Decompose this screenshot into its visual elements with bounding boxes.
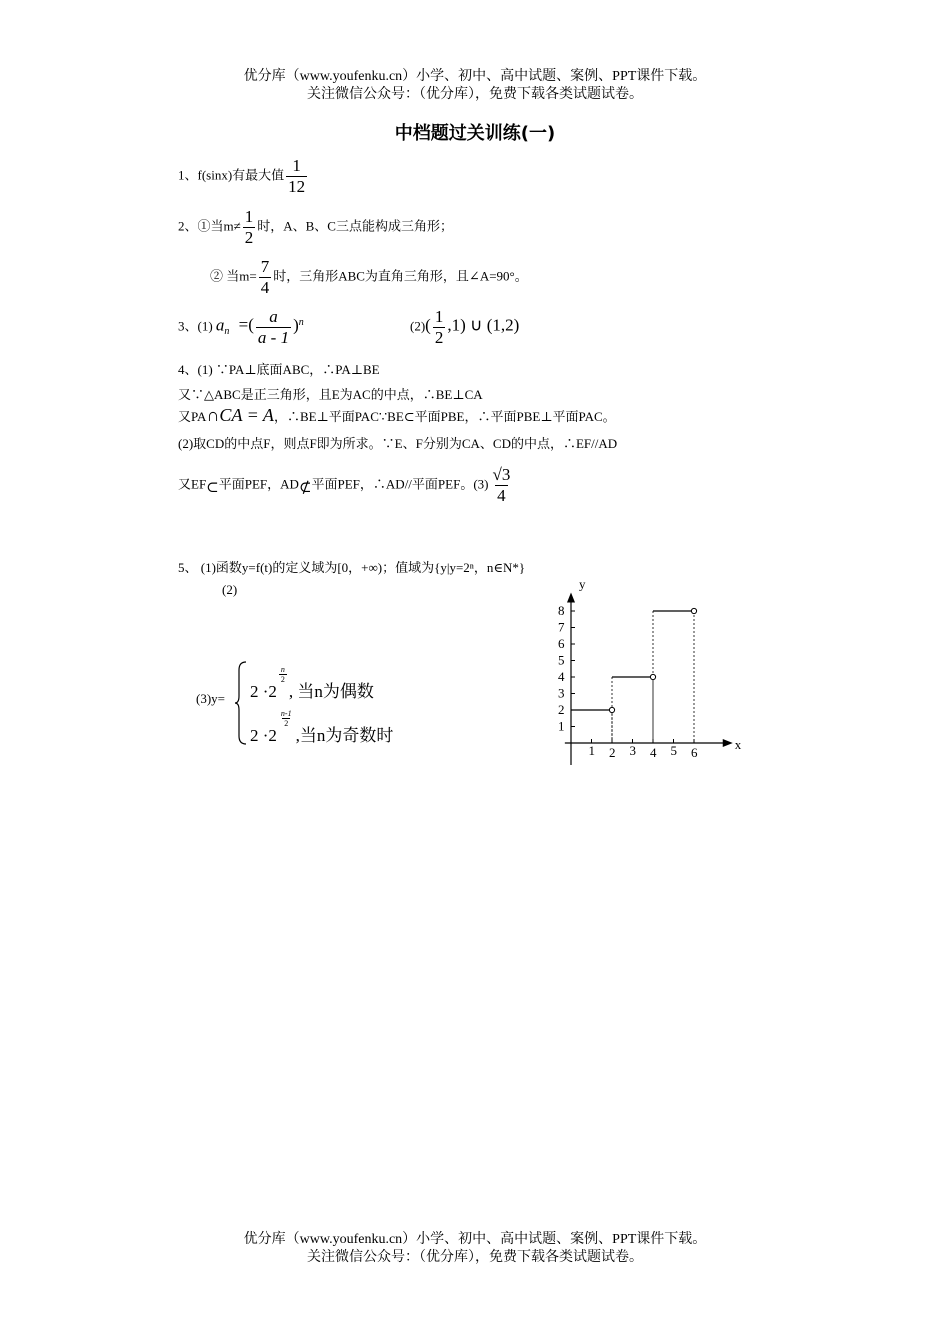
q3-an-sub: n — [224, 326, 230, 338]
q3-close: ) — [293, 315, 299, 335]
q4-l3-pre: 又PA — [178, 409, 207, 424]
q3-an: a — [215, 315, 225, 335]
case2-exponent — [279, 709, 294, 728]
q1-den: 12 — [288, 177, 306, 196]
case2-text: ,当n为奇数时 — [295, 726, 394, 745]
q1-text: 1、f(sinx)有最大值 — [178, 167, 285, 183]
case2-base: 2 ·2 — [250, 726, 277, 745]
question-3-part2 — [410, 307, 519, 348]
q2a-num: 1 — [244, 207, 254, 226]
x-tick-label: 1 — [588, 743, 595, 758]
q4-l5-den: 4 — [497, 486, 506, 505]
y-tick-label: 5 — [558, 652, 565, 668]
open-point — [650, 674, 655, 679]
q2a-post: 时，A、B、C三点能构成三角形； — [257, 218, 453, 234]
q3-part2-label: (2) — [410, 318, 426, 334]
q4-l5-num: √3 — [492, 465, 511, 484]
y-tick-label: 6 — [558, 636, 565, 651]
question-2b — [210, 257, 528, 298]
open-point — [691, 608, 696, 613]
piecewise-case-2 — [250, 709, 394, 746]
question-5-line-2: (2) — [222, 582, 238, 597]
piecewise-case-1 — [250, 665, 374, 702]
y-tick-label: 3 — [558, 685, 565, 701]
q3-pow: n — [298, 317, 304, 329]
q2a-den: 2 — [244, 228, 254, 247]
question-5-piecewise-label: (3)y= — [196, 691, 225, 706]
q1-fraction — [286, 156, 307, 197]
q2a-pre: 2、①当m≠ — [178, 218, 241, 234]
case1-base: 2 ·2 — [250, 682, 277, 701]
q4-l5-c: 平面PEF，∴AD//平面PEF。(3) — [311, 476, 489, 492]
q3-open2: ( — [425, 315, 431, 335]
q3-f-den: a - 1 — [257, 328, 290, 347]
x-tick-label: 3 — [629, 743, 636, 758]
x-tick-label: 2 — [609, 745, 616, 760]
q3-f2-num: 1 — [434, 307, 444, 326]
header-line-2: 关注微信公众号：（优分库），免费下载各类试题试卷。 — [307, 87, 643, 102]
q2b-fraction — [259, 257, 272, 298]
q2b-pre: ② 当m= — [210, 268, 257, 284]
q3-fraction — [256, 307, 291, 348]
q3-f-num: a — [269, 307, 278, 326]
x-tick-label: 5 — [670, 743, 677, 758]
q3-eq: =( — [238, 315, 254, 335]
question-5-line-1: 5、 (1)函数y=f(t)的定义域为[0，+∞)；值域为{y|y=2ⁿ，n∈N*} — [178, 560, 526, 575]
y-tick-label: 2 — [558, 702, 565, 717]
x-axis-label: x — [734, 737, 742, 752]
y-axis-arrow — [567, 593, 575, 603]
q3-rest2: ,1) ∪ (1,2) — [447, 315, 520, 335]
question-1 — [178, 156, 309, 197]
header-line-1: 优分库（www.youfenku.cn）小学、初中、高中试题、案例、PPT课件下载。 — [243, 69, 707, 84]
case2-exp-den: 2 — [284, 719, 289, 728]
y-tick-label: 1 — [558, 718, 565, 734]
y-tick-label: 7 — [558, 619, 565, 635]
footer-line-1: 优分库（www.youfenku.cn）小学、初中、高中试题、案例、PPT课件下载。 — [243, 1232, 707, 1247]
open-point — [609, 707, 614, 712]
y-axis-label: y — [579, 576, 586, 592]
q2a-fraction — [243, 207, 256, 248]
case1-exp-num: n — [280, 665, 285, 674]
q4-l3-math: ∩CA = A — [206, 405, 274, 425]
q1-num: 1 — [292, 156, 301, 175]
question-4-line-3 — [178, 405, 616, 426]
question-4-line-2: 又∵△ABC是正三角形，且E为AC的中点，∴BE⊥CA — [178, 387, 483, 402]
q4-l5-notsubset: ⊄ — [298, 480, 312, 497]
q4-l5-a: 又EF — [178, 476, 207, 492]
y-tick-label: 8 — [558, 603, 565, 618]
x-tick-label: 4 — [650, 745, 657, 760]
q2b-num: 7 — [260, 257, 270, 276]
case2-exp-num: n-1 — [280, 709, 292, 718]
question-4-line-4: (2)取CD的中点F，则点F即为所求。∵E、F分别为CA、CD的中点，∴EF//AD — [178, 436, 618, 451]
step-chart — [545, 576, 775, 770]
footer-line-2: 关注微信公众号：（优分库），免费下载各类试题试卷。 — [307, 1250, 643, 1265]
case1-exp-den: 2 — [280, 675, 285, 684]
q3-part1-label: 3、(1) — [178, 318, 213, 334]
x-axis-arrow — [723, 739, 733, 747]
question-3 — [178, 307, 304, 348]
y-tick-label: 4 — [558, 669, 565, 684]
q3-f2-den: 2 — [434, 328, 444, 347]
page-title: 中档题过关训练(一) — [394, 123, 556, 144]
case1-text: , 当n为偶数 — [288, 682, 374, 701]
q4-l5-subset: ⊂ — [206, 480, 219, 497]
piecewise-brace — [234, 660, 248, 746]
question-4-line-1: 4、(1) ∵PA⊥底面ABC，∴PA⊥BE — [178, 362, 380, 377]
q2b-post: 时，三角形ABC为直角三角形，且∠A=90°。 — [273, 268, 528, 284]
question-2a — [178, 207, 453, 248]
q4-l3-post: ，∴BE⊥平面PAC∵BE⊂平面PBE，∴平面PBE⊥平面PAC。 — [273, 409, 616, 424]
question-4-line-5 — [178, 465, 514, 506]
q2b-den: 4 — [260, 278, 270, 297]
q4-l5-fraction — [490, 465, 512, 506]
case1-exponent — [279, 665, 287, 684]
q4-l5-b: 平面PEF，AD — [218, 476, 299, 492]
x-tick-label: 6 — [691, 745, 698, 760]
q3-fraction-2 — [433, 307, 446, 348]
